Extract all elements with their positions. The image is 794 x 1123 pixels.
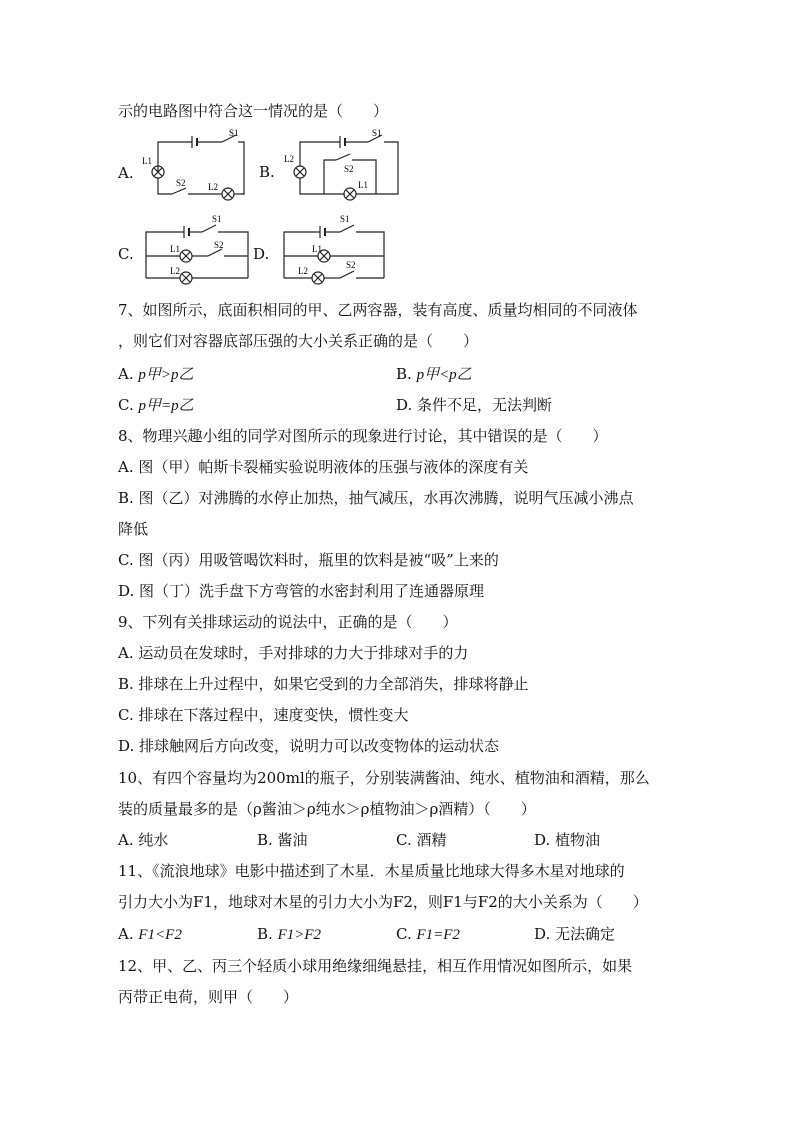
q7-option-b-text: p甲<p乙 — [416, 367, 472, 383]
circuit-b-s1-label: S1 — [372, 128, 382, 138]
q9-option-a: A. 运动员在发球时，手对排球的力大于排球对手的力 — [118, 644, 469, 662]
circuit-b-l2-label: L2 — [284, 154, 294, 164]
circuit-a-l1-label: L1 — [142, 156, 152, 166]
q9-stem: 9、下列有关排球运动的说法中，正确的是（ ） — [118, 613, 458, 631]
circuit-c-l2-label: L2 — [170, 266, 180, 276]
q7-option-c-prefix: C. — [118, 396, 139, 414]
q6-option-b-label: B. — [259, 163, 275, 181]
q7-option-c-text: p甲=p乙 — [138, 398, 194, 414]
q8-option-d: D. 图（丁）洗手盘下方弯管的水密封利用了连通器原理 — [118, 582, 485, 600]
circuit-b-s2-label: S2 — [344, 164, 354, 174]
q9-option-c: C. 排球在下落过程中，速度变快，惯性变大 — [118, 706, 409, 724]
q7-option-b-prefix: B. — [396, 365, 417, 383]
circuit-c-s2-label: S2 — [214, 240, 224, 250]
circuit-a-l2-label: L2 — [208, 182, 218, 192]
q9-option-b: B. 排球在上升过程中，如果它受到的力全部消失，排球将静止 — [118, 675, 529, 693]
q6-option-c-label: C. — [118, 245, 134, 263]
q8-stem: 8、物理兴趣小组的同学对图所示的现象进行讨论，其中错误的是（ ） — [118, 427, 608, 445]
q10-option-d: D. 植物油 — [534, 831, 601, 849]
q8-option-c: C. 图（丙）用吸管喝饮料时，瓶里的饮料是被“吸”上来的 — [118, 551, 499, 569]
q11-stem-line1: 11、《流浪地球》电影中描述到了木星．木星质量比地球大得多木星对地球的 — [118, 862, 625, 880]
circuit-b-l1-label: L1 — [358, 180, 368, 190]
q11-option-d: D. 无法确定 — [534, 925, 616, 943]
circuit-diagram-a — [140, 128, 260, 208]
q11-option-c-prefix: C. — [396, 925, 417, 943]
q10-stem-line2: 装的质量最多的是（ρ酱油＞ρ纯水＞ρ植物油＞ρ酒精）（ ） — [118, 800, 536, 818]
q11-option-c — [396, 924, 460, 945]
circuit-diagram-b — [280, 128, 410, 208]
circuit-d-s1-label: S1 — [340, 214, 350, 224]
q7-option-d: D. 条件不足，无法判断 — [396, 396, 553, 414]
circuit-diagram-c — [138, 208, 258, 292]
q11-option-a-prefix: A. — [118, 925, 139, 943]
q7-option-a — [118, 364, 194, 385]
circuit-diagram-d — [276, 208, 396, 292]
q7-option-c — [118, 395, 194, 416]
q6-option-a-label: A. — [118, 164, 134, 182]
q12-stem-line2: 丙带正电荷，则甲（ ） — [118, 988, 299, 1006]
q11-option-a — [118, 924, 182, 945]
circuit-a-s1-label: S1 — [229, 128, 239, 138]
q10-option-a: A. 纯水 — [118, 831, 169, 849]
q7-stem-line1: 7、如图所示，底面积相同的甲、乙两容器，装有高度、质量均相同的不同液体 — [118, 301, 638, 319]
q8-option-b-line2: 降低 — [118, 520, 149, 538]
q11-stem-line2: 引力大小为F1，地球对木星的引力大小为F2，则F1与F2的大小关系为（ ） — [118, 893, 648, 911]
q10-stem-line1: 10、有四个容量均为200ml的瓶子，分别装满酱油、纯水、植物油和酒精，那么 — [118, 769, 650, 787]
q11-option-b-text: F1>F2 — [277, 927, 322, 943]
q7-stem-line2: ，则它们对容器底部压强的大小关系正确的是（ ） — [118, 332, 479, 350]
q8-option-b-line1: B. 图（乙）对沸腾的水停止加热，抽气减压，水再次沸腾，说明气压减小沸点 — [118, 489, 634, 507]
q11-option-c-text: F1=F2 — [416, 927, 460, 943]
circuit-c-s1-label: S1 — [212, 214, 222, 224]
q10-option-b: B. 酱油 — [257, 831, 308, 849]
q7-option-a-text: p甲>p乙 — [138, 367, 194, 383]
circuit-a-s2-label: S2 — [176, 178, 186, 188]
q9-option-d: D. 排球触网后方向改变，说明力可以改变物体的运动状态 — [118, 737, 500, 755]
q10-option-c: C. 酒精 — [396, 831, 447, 849]
q8-option-a: A. 图（甲）帕斯卡裂桶实验说明液体的压强与液体的深度有关 — [118, 458, 529, 476]
circuit-d-l1-label: L1 — [312, 244, 322, 254]
q6-option-d-label: D. — [253, 245, 270, 263]
q12-stem-line1: 12、甲、乙、丙三个轻质小球用绝缘细绳悬挂，相互作用情况如图所示，如果 — [118, 957, 633, 975]
q7-option-b — [396, 364, 472, 385]
q11-option-a-text: F1<F2 — [138, 927, 182, 943]
q11-option-b-prefix: B. — [257, 925, 278, 943]
q11-option-b — [257, 924, 321, 945]
circuit-d-l2-label: L2 — [298, 266, 308, 276]
circuit-d-s2-label: S2 — [346, 260, 356, 270]
q7-option-a-prefix: A. — [118, 365, 139, 383]
circuit-c-l1-label: L1 — [170, 244, 180, 254]
q6-stem: 示的电路图中符合这一情况的是（ ） — [118, 102, 389, 120]
